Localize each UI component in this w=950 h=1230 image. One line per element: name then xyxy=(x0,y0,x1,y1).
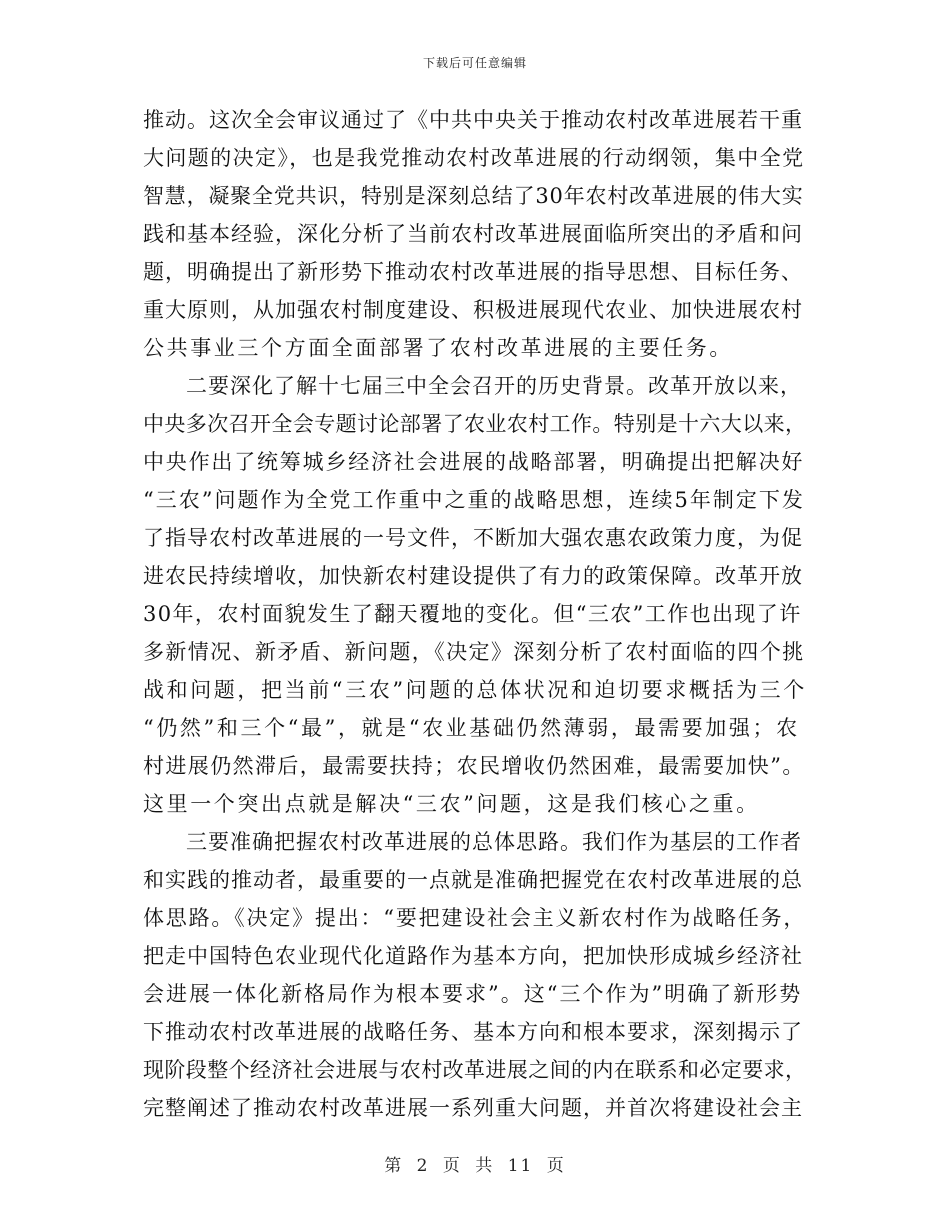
text-line: 体思路。《决定》提出：“要把建设社会主义新农村作为战略任务， xyxy=(143,906,807,930)
text-line: 和实践的推动者，最重要的一点就是准确把握党在农村改革进展的总 xyxy=(143,868,803,892)
text-line: 智慧，凝聚全党共识，特别是深刻总结了30年农村改革进展的伟大实 xyxy=(143,184,804,208)
text-line: 重大原则，从加强农村制度建设、积极进展现代农业、加快进展农村 xyxy=(143,298,803,322)
text-line: 30年，农村面貌发生了翻天覆地的变化。但“三农”工作也出现了许 xyxy=(143,602,802,626)
text-line: 题，明确提出了新形势下推动农村改革进展的指导思想、目标任务、 xyxy=(143,260,803,284)
text-line: 进农民持续增收，加快新农村建设提供了有力的政策保障。改革开放 xyxy=(143,564,803,588)
text-line: 这里一个突出点就是解决“三农”问题，这是我们核心之重。 xyxy=(143,792,760,816)
text-line: 多新情况、新矛盾、新问题，《决定》深刻分析了农村面临的四个挑 xyxy=(143,640,805,664)
body-text xyxy=(143,101,807,1127)
text-line: 中央多次召开全会专题讨论部署了农业农村工作。特别是十六大以来， xyxy=(143,412,807,436)
text-line: 村进展仍然滞后，最需要扶持；农民增收仍然困难，最需要加快”。 xyxy=(143,754,805,778)
text-line: 二要深化了解十七届三中全会召开的历史背景。改革开放以来， xyxy=(186,374,802,398)
text-line: 下推动农村改革进展的战略任务、基本方向和根本要求，深刻揭示了 xyxy=(143,1020,803,1044)
text-line: 战和问题，把当前“三农”问题的总体状况和迫切要求概括为三个 xyxy=(143,678,807,702)
text-line: 三要准确把握农村改革进展的总体思路。我们作为基层的工作者 xyxy=(186,830,802,854)
text-line: “三农”问题作为全党工作重中之重的战略思想，连续5年制定下发 xyxy=(143,488,805,512)
page-header: 下载后可任意编辑 xyxy=(422,56,527,70)
text-line: 完整阐述了推动农村改革进展一系列重大问题，并首次将建设社会主 xyxy=(143,1096,803,1120)
text-line: “仍然”和三个“最”，就是“农业基础仍然薄弱，最需要加强；农 xyxy=(143,716,800,740)
text-line: 践和基本经验，深化分析了当前农村改革进展面临所突出的矛盾和问 xyxy=(143,222,803,246)
text-line: 了指导农村改革进展的一号文件，不断加大强农惠农政策力度，为促 xyxy=(143,526,803,550)
text-line: 公共事业三个方面全面部署了农村改革进展的主要任务。 xyxy=(143,336,733,360)
page-footer: 第 2 页 共 11 页 xyxy=(384,1156,566,1176)
text-line: 大问题的决定》，也是我党推动农村改革进展的行动纲领，集中全党 xyxy=(143,146,805,170)
text-line: 会进展一体化新格局作为根本要求”。这“三个作为”明确了新形势 xyxy=(143,982,803,1006)
text-line: 现阶段整个经济社会进展与农村改革进展之间的内在联系和必定要求， xyxy=(143,1058,807,1082)
text-line: 推动。这次全会审议通过了《中共中央关于推动农村改革进展若干重 xyxy=(143,108,803,132)
text-line: 中央作出了统筹城乡经济社会进展的战略部署，明确提出把解决好 xyxy=(143,450,805,474)
text-line: 把走中国特色农业现代化道路作为基本方向，把加快形成城乡经济社 xyxy=(143,944,803,968)
